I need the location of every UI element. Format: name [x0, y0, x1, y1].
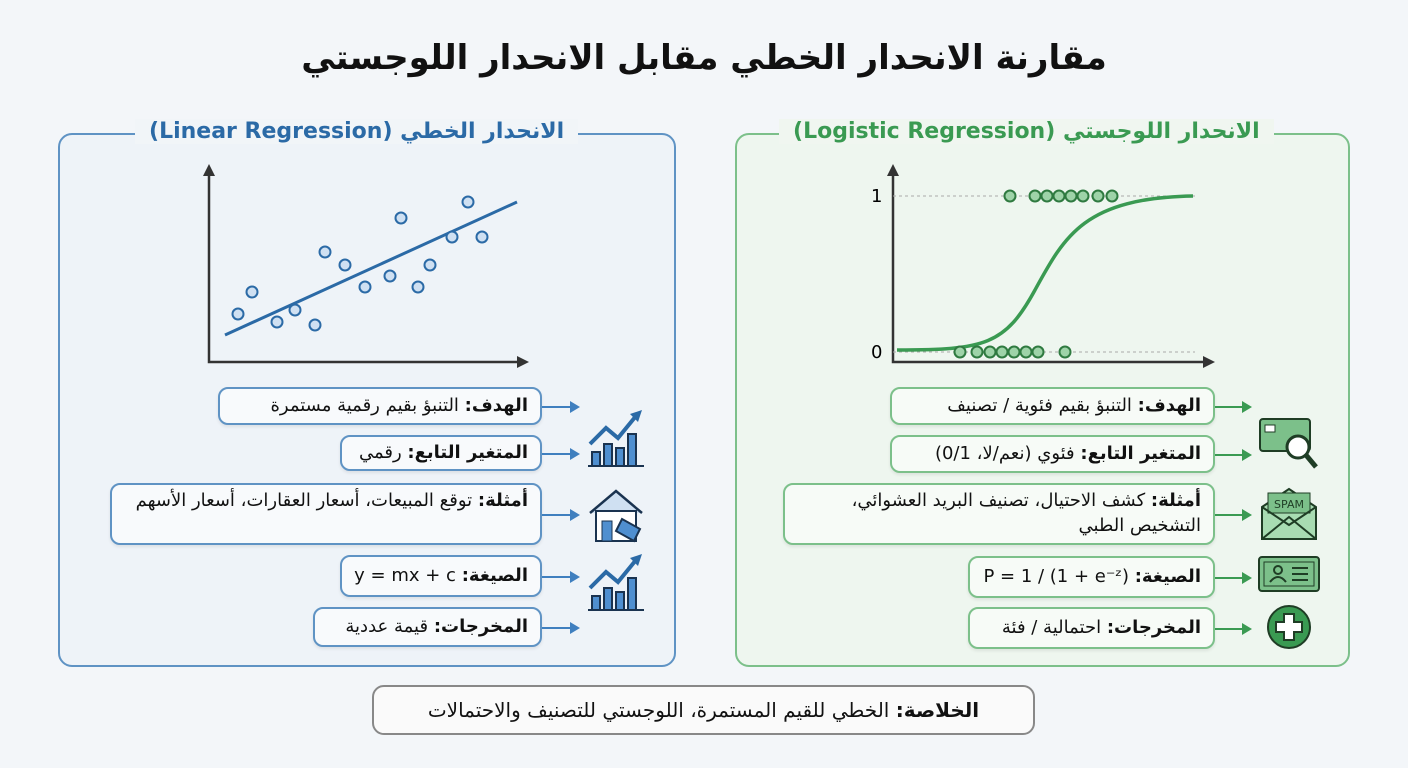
arrow-icon — [1215, 577, 1250, 579]
data-point — [463, 197, 474, 208]
row-value: قيمة عددية — [345, 616, 429, 637]
y-tick-0: 0 — [871, 342, 883, 363]
data-point — [1054, 191, 1065, 202]
sigmoid-curve — [897, 196, 1193, 350]
data-point — [290, 305, 301, 316]
data-point — [985, 347, 996, 358]
row-label: المتغير التابع: — [407, 442, 528, 463]
arrow-icon — [1215, 628, 1250, 630]
data-point — [310, 320, 321, 331]
arrow-icon — [542, 406, 578, 408]
data-point — [1107, 191, 1118, 202]
summary-box — [372, 685, 1035, 735]
data-point — [1066, 191, 1077, 202]
regression-line — [225, 202, 517, 335]
data-point — [360, 282, 371, 293]
linear-scatter-chart — [195, 160, 535, 370]
data-point — [997, 347, 1008, 358]
house-price-tag-icon — [586, 487, 646, 543]
row-value: رقمي — [358, 442, 402, 463]
y-axis-arrow-icon — [887, 164, 899, 176]
data-point — [1021, 347, 1032, 358]
arrow-icon — [542, 453, 578, 455]
row-value: التنبؤ بقيم رقمية مستمرة — [270, 395, 459, 416]
row-label: الهدف: — [1137, 395, 1201, 416]
arrow-icon — [1215, 454, 1250, 456]
row-label: المخرجات: — [1106, 617, 1201, 638]
logistic-sigmoid-chart — [865, 160, 1225, 370]
x-axis-arrow-icon — [517, 356, 529, 368]
linear-heading: الانحدار الخطي (Linear Regression) — [135, 119, 578, 144]
page-title: مقارنة الانحدار الخطي مقابل الانحدار اللوجستي — [301, 38, 1107, 78]
spam-envelope-icon — [1260, 485, 1318, 541]
data-point — [413, 282, 424, 293]
data-point — [1033, 347, 1044, 358]
row-value: احتمالية / فئة — [1001, 617, 1102, 638]
bar-chart-trend-icon — [588, 552, 644, 612]
spam-text: SPAM — [1274, 498, 1304, 511]
card-magnifier-icon — [1258, 417, 1320, 473]
row-value: فئوي (نعم/لا، 0/1) — [934, 443, 1075, 464]
logistic-row-3 — [968, 556, 1215, 598]
row-label: الصيغة: — [1134, 566, 1201, 587]
data-point — [1078, 191, 1089, 202]
row-label: الصيغة: — [461, 565, 528, 586]
linear-row-2 — [110, 483, 542, 545]
linear-row-4 — [313, 607, 542, 647]
row-value: توقع المبيعات، أسعار العقارات، أسعار الأسهم — [135, 490, 473, 511]
data-point — [955, 347, 966, 358]
data-point — [1042, 191, 1053, 202]
data-point — [396, 213, 407, 224]
axes — [209, 168, 525, 362]
medical-plus-icon — [1266, 604, 1312, 650]
summary-label: الخلاصة: — [895, 698, 980, 722]
data-point — [425, 260, 436, 271]
row-value: P = 1 / (1 + e⁻ᶻ) — [983, 566, 1129, 587]
row-label: أمثلة: — [1150, 490, 1201, 511]
data-point — [247, 287, 258, 298]
data-point — [233, 309, 244, 320]
y-tick-1: 1 — [871, 186, 883, 207]
logistic-row-0 — [890, 387, 1215, 425]
bar-chart-trend-icon — [588, 408, 644, 468]
linear-row-0 — [218, 387, 542, 425]
arrow-icon — [542, 514, 578, 516]
logistic-row-2 — [783, 483, 1215, 545]
row-value: y = mx + c — [354, 565, 456, 586]
arrow-icon — [542, 576, 578, 578]
data-point — [1060, 347, 1071, 358]
logistic-heading: الانحدار اللوجستي (Logistic Regression) — [779, 119, 1274, 144]
id-card-icon — [1258, 556, 1320, 592]
row-value: التنبؤ بقيم فئوية / تصنيف — [947, 395, 1132, 416]
arrow-icon — [542, 627, 578, 629]
arrow-icon — [1215, 406, 1250, 408]
data-point — [447, 232, 458, 243]
x-axis-arrow-icon — [1203, 356, 1215, 368]
arrow-icon — [1215, 514, 1250, 516]
data-point — [477, 232, 488, 243]
row-label: الهدف: — [464, 395, 528, 416]
logistic-row-4 — [968, 607, 1215, 649]
data-point — [385, 271, 396, 282]
data-point — [340, 260, 351, 271]
summary-text: الخطي للقيم المستمرة، اللوجستي للتصنيف والاحتمالات — [427, 698, 890, 722]
row-label: أمثلة: — [477, 490, 528, 511]
data-point — [272, 317, 283, 328]
y-axis-arrow-icon — [203, 164, 215, 176]
data-point — [320, 247, 331, 258]
row-value: كشف الاحتيال، تصنيف البريد العشوائي، التشخيص الطبي — [851, 490, 1201, 536]
data-point — [1009, 347, 1020, 358]
data-point — [1093, 191, 1104, 202]
data-point — [972, 347, 983, 358]
logistic-row-1 — [890, 435, 1215, 473]
row-label: المتغير التابع: — [1080, 443, 1201, 464]
linear-row-1 — [340, 435, 542, 471]
data-point — [1005, 191, 1016, 202]
row-label: المخرجات: — [433, 616, 528, 637]
linear-row-3 — [340, 555, 542, 597]
data-point — [1030, 191, 1041, 202]
